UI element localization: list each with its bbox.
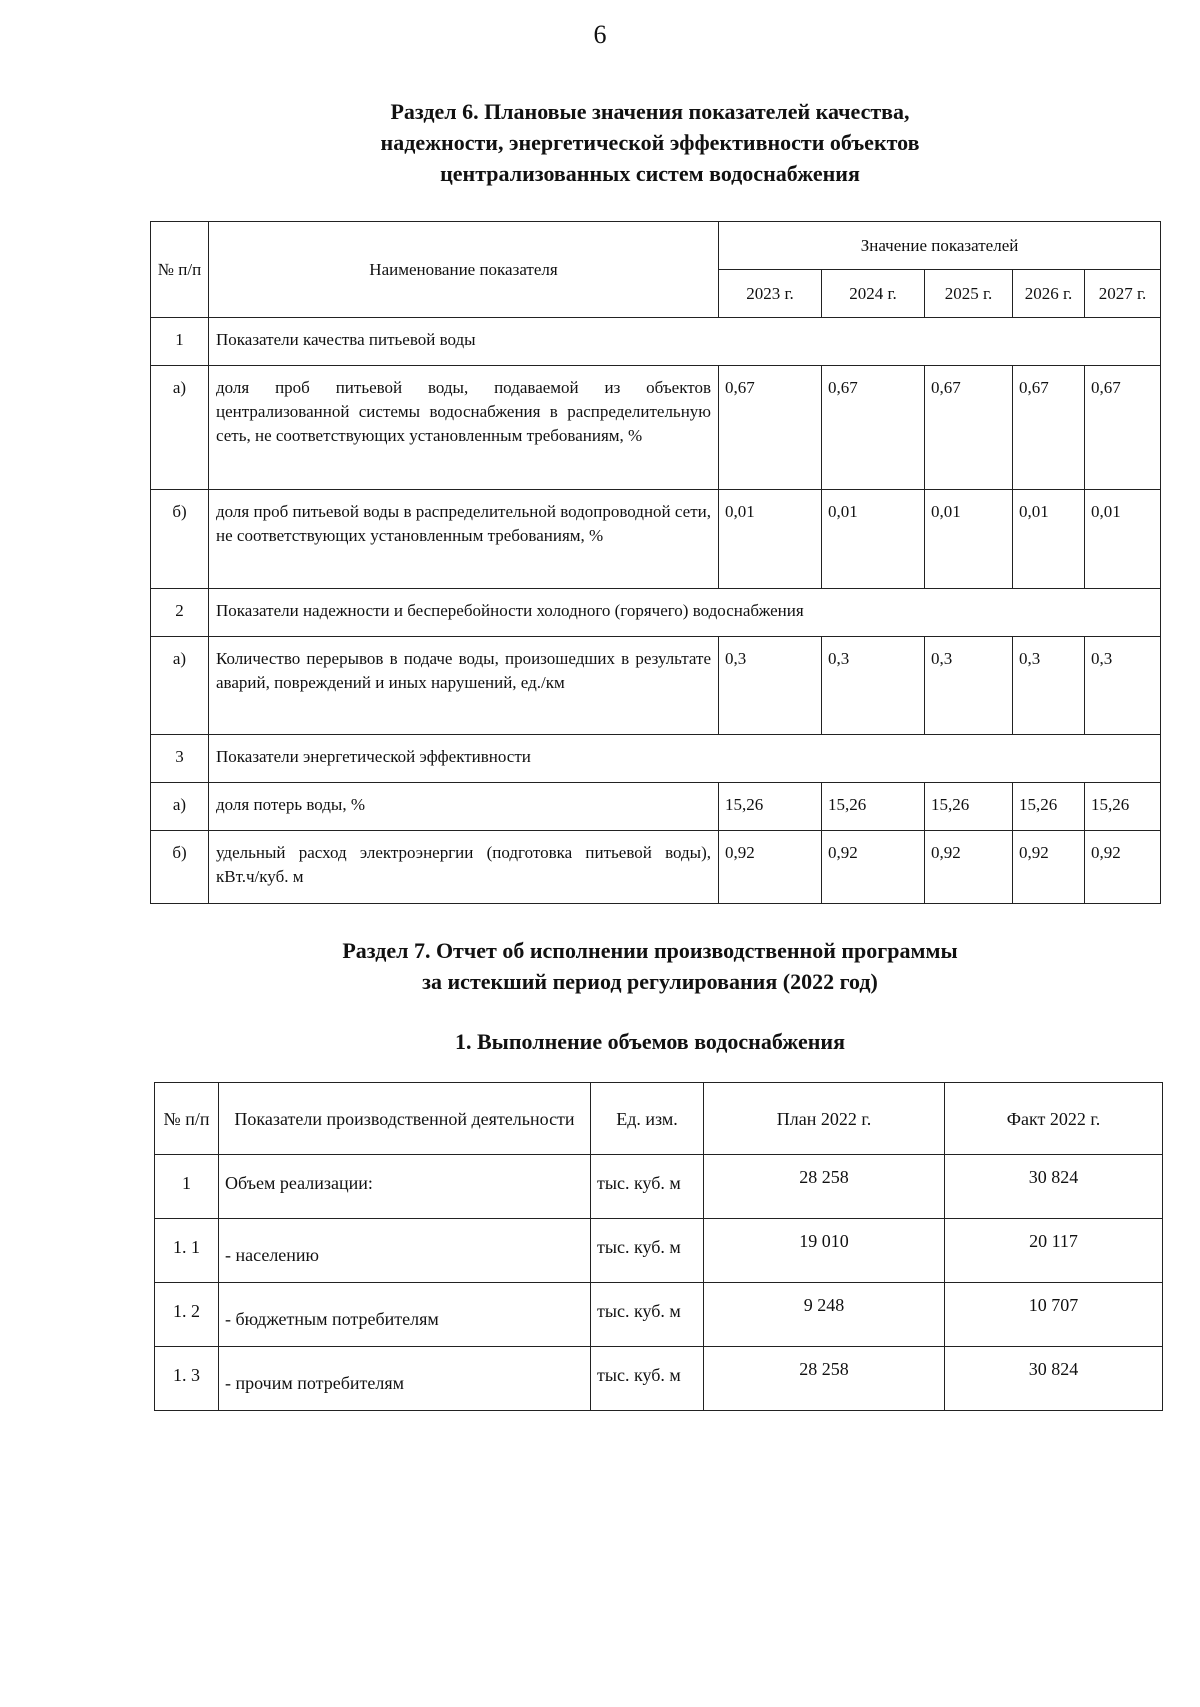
value-cell: 0,01 (822, 490, 925, 589)
col-header-values-group: Значение показателей (719, 222, 1161, 270)
plan-cell: 19 010 (704, 1219, 945, 1283)
value-cell: 0,3 (925, 637, 1013, 735)
col-header-year: 2023 г. (719, 270, 822, 318)
indicator-name: удельный расход электроэнергии (подготовка питьевой воды), кВт.ч/куб. м (209, 831, 719, 904)
table-row (151, 637, 1161, 735)
value-cell: 0,67 (719, 366, 822, 490)
value-cell: 0,01 (1085, 490, 1161, 589)
table-row (155, 1283, 1163, 1347)
col-header-year: 2024 г. (822, 270, 925, 318)
value-cell: 0,92 (925, 831, 1013, 904)
col-header-year: 2027 г. (1085, 270, 1161, 318)
section6-table (150, 221, 1161, 904)
page-number: 6 (593, 20, 607, 49)
value-cell: 15,26 (1013, 783, 1085, 831)
row-num: б) (151, 490, 209, 589)
value-cell: 0,01 (719, 490, 822, 589)
value-cell: 0,67 (1085, 366, 1161, 490)
section6-title-line: Раздел 6. Плановые значения показателей качества, (390, 99, 910, 124)
col-header-name: Наименование показателя (209, 222, 719, 318)
section6-title-line: централизованных систем водоснабжения (440, 161, 860, 186)
col-header-num: № п/п (155, 1083, 219, 1155)
table-row (151, 783, 1161, 831)
indicator-name: - бюджетным потребителям (219, 1283, 591, 1347)
col-header-num: № п/п (151, 222, 209, 318)
section6-title (150, 96, 1150, 189)
row-num: а) (151, 637, 209, 735)
section6-title-line: надежности, энергетической эффективности объектов (380, 130, 920, 155)
plan-cell: 9 248 (704, 1283, 945, 1347)
value-cell: 0,92 (822, 831, 925, 904)
indicator-name: доля проб питьевой воды в распределительной водопроводной сети, не соответствующих установленным требованиям, % (209, 490, 719, 589)
section-row-name: Показатели энергетической эффективности (209, 735, 1161, 783)
fact-cell: 30 824 (945, 1347, 1163, 1411)
section7-subtitle: 1. Выполнение объемов водоснабжения (454, 1029, 845, 1054)
section7-title-line: за истекший период регулирования (2022 год) (422, 969, 878, 994)
fact-cell: 30 824 (945, 1155, 1163, 1219)
value-cell: 0,01 (925, 490, 1013, 589)
table-row (151, 366, 1161, 490)
col-header-fact: Факт 2022 г. (945, 1083, 1163, 1155)
indicator-name: - прочим потребителям (219, 1347, 591, 1411)
row-num: 1 (151, 318, 209, 366)
indicator-name: - населению (219, 1219, 591, 1283)
unit-cell: тыс. куб. м (591, 1155, 704, 1219)
col-header-name: Показатели производственной деятельности (219, 1083, 591, 1155)
table-row (155, 1347, 1163, 1411)
value-cell: 0,01 (1013, 490, 1085, 589)
section7-title (150, 935, 1150, 997)
col-header-year: 2025 г. (925, 270, 1013, 318)
row-num: 1. 3 (155, 1347, 219, 1411)
fact-cell: 20 117 (945, 1219, 1163, 1283)
value-cell: 0,67 (822, 366, 925, 490)
section-row-name: Показатели надежности и бесперебойности холодного (горячего) водоснабжения (209, 589, 1161, 637)
value-cell: 0,67 (925, 366, 1013, 490)
row-num: 1 (155, 1155, 219, 1219)
value-cell: 15,26 (719, 783, 822, 831)
col-header-unit: Ед. изм. (591, 1083, 704, 1155)
table-row (151, 589, 1161, 637)
value-cell: 0,3 (1085, 637, 1161, 735)
row-num: а) (151, 366, 209, 490)
row-num: 3 (151, 735, 209, 783)
value-cell: 0,3 (719, 637, 822, 735)
value-cell: 15,26 (925, 783, 1013, 831)
plan-cell: 28 258 (704, 1347, 945, 1411)
value-cell: 0,92 (719, 831, 822, 904)
col-header-year: 2026 г. (1013, 270, 1085, 318)
unit-cell: тыс. куб. м (591, 1283, 704, 1347)
table-row (151, 318, 1161, 366)
indicator-name: доля потерь воды, % (209, 783, 719, 831)
fact-cell: 10 707 (945, 1283, 1163, 1347)
table-row (151, 490, 1161, 589)
section-row-name: Показатели качества питьевой воды (209, 318, 1161, 366)
row-num: б) (151, 831, 209, 904)
section7-title-line: Раздел 7. Отчет об исполнении производственной программы (342, 938, 958, 963)
unit-cell: тыс. куб. м (591, 1347, 704, 1411)
row-num: 1. 2 (155, 1283, 219, 1347)
value-cell: 15,26 (822, 783, 925, 831)
indicator-name: Объем реализации: (219, 1155, 591, 1219)
col-header-plan: План 2022 г. (704, 1083, 945, 1155)
value-cell: 0,92 (1085, 831, 1161, 904)
table-row (155, 1155, 1163, 1219)
indicator-name: доля проб питьевой воды, подаваемой из объектов централизованной системы водоснабжения в распределительную сеть, не соответствующих установленным требованиям, % (209, 366, 719, 490)
row-num: 2 (151, 589, 209, 637)
value-cell: 0,3 (822, 637, 925, 735)
section7-table (154, 1082, 1163, 1411)
plan-cell: 28 258 (704, 1155, 945, 1219)
value-cell: 0,3 (1013, 637, 1085, 735)
indicator-name: Количество перерывов в подаче воды, произошедших в результате аварий, повреждений и иных нарушений, ед./км (209, 637, 719, 735)
row-num: 1. 1 (155, 1219, 219, 1283)
unit-cell: тыс. куб. м (591, 1219, 704, 1283)
table-row (151, 831, 1161, 904)
value-cell: 0,67 (1013, 366, 1085, 490)
value-cell: 15,26 (1085, 783, 1161, 831)
table-row (151, 735, 1161, 783)
row-num: а) (151, 783, 209, 831)
table-row (155, 1219, 1163, 1283)
value-cell: 0,92 (1013, 831, 1085, 904)
